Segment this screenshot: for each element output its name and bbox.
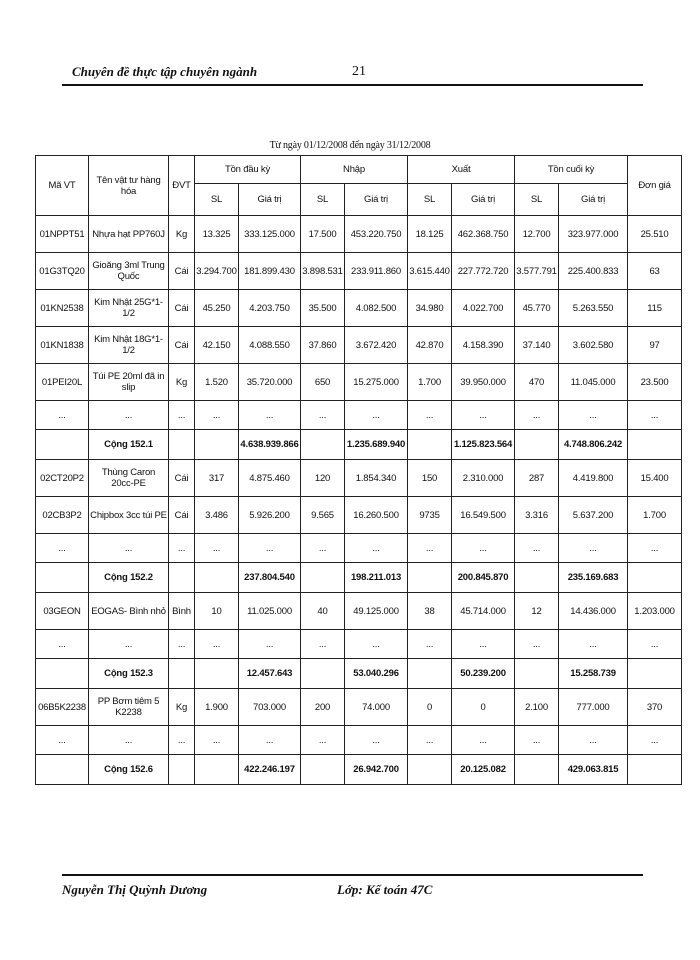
table-cell: 1.203.000 [628, 593, 682, 630]
table-cell: 15.400 [628, 460, 682, 497]
table-cell [36, 659, 89, 689]
table-cell: 370 [628, 689, 682, 726]
table-cell: ... [36, 726, 89, 755]
table-cell: ... [408, 401, 452, 430]
table-cell: ... [628, 726, 682, 755]
table-cell: ... [169, 401, 195, 430]
table-cell: 198.211.013 [345, 563, 408, 593]
table-cell: 650 [301, 364, 345, 401]
table-cell: 1.854.340 [345, 460, 408, 497]
table-cell: 200.845.870 [452, 563, 515, 593]
table-cell: 12 [515, 593, 559, 630]
table-cell: 17.500 [301, 216, 345, 253]
table-cell: ... [408, 630, 452, 659]
col-header-ma-vt: Mã VT [36, 156, 89, 216]
table-cell: Cái [169, 460, 195, 497]
table-cell: ... [195, 534, 239, 563]
table-cell: Cái [169, 327, 195, 364]
table-cell: 3.602.580 [559, 327, 628, 364]
table-cell: 01G3TQ20 [36, 253, 89, 290]
table-cell: 4.082.500 [345, 290, 408, 327]
table-cell: 3.486 [195, 497, 239, 534]
table-cell: 14.436.000 [559, 593, 628, 630]
col-header-dvt: ĐVT [169, 156, 195, 216]
table-cell: 333.125.000 [239, 216, 301, 253]
table-cell: 0 [452, 689, 515, 726]
table-cell: 227.772.720 [452, 253, 515, 290]
table-cell: 1.700 [628, 497, 682, 534]
table-cell: Cộng 152.6 [89, 755, 169, 785]
table-cell: 50.239.200 [452, 659, 515, 689]
table-cell: ... [89, 401, 169, 430]
table-cell: ... [169, 534, 195, 563]
table-cell: 200 [301, 689, 345, 726]
table-cell [408, 430, 452, 460]
table-cell [628, 430, 682, 460]
table-cell: 235.169.683 [559, 563, 628, 593]
table-cell: 4.638.939.866 [239, 430, 301, 460]
subheader-gia-tri: Giá trị [559, 184, 628, 216]
table-row [36, 216, 682, 253]
table-cell: 115 [628, 290, 682, 327]
table-cell: Thùng Caron 20cc-PE [89, 460, 169, 497]
table-cell: ... [628, 534, 682, 563]
table-cell: 11.045.000 [559, 364, 628, 401]
table-cell: ... [345, 401, 408, 430]
table-row [36, 497, 682, 534]
table-cell: Cộng 152.3 [89, 659, 169, 689]
table-cell: 2.310.000 [452, 460, 515, 497]
table-cell: 40 [301, 593, 345, 630]
header-divider [62, 84, 643, 86]
table-cell: 9735 [408, 497, 452, 534]
table-cell: Kg [169, 689, 195, 726]
table-cell [195, 563, 239, 593]
table-cell: 49.125.000 [345, 593, 408, 630]
table-cell: ... [345, 534, 408, 563]
table-row [36, 689, 682, 726]
table-cell: ... [89, 534, 169, 563]
table-cell: 13.325 [195, 216, 239, 253]
subheader-gia-tri: Giá trị [345, 184, 408, 216]
table-cell: ... [195, 726, 239, 755]
table-cell: EOGAS- Bình nhỏ [89, 593, 169, 630]
subtotal-row [36, 659, 682, 689]
table-cell: Gioăng 3ml Trung Quốc [89, 253, 169, 290]
table-cell: ... [169, 726, 195, 755]
table-cell: 777.000 [559, 689, 628, 726]
document-title: Chuyên đề thực tập chuyên ngành [72, 64, 258, 79]
table-cell: Cái [169, 497, 195, 534]
table-cell: 74.000 [345, 689, 408, 726]
table-cell: ... [301, 534, 345, 563]
table-cell: ... [36, 534, 89, 563]
table-cell [169, 430, 195, 460]
table-cell: 10 [195, 593, 239, 630]
table-cell: 323.977.000 [559, 216, 628, 253]
table-cell: 35.720.000 [239, 364, 301, 401]
table-cell: Cái [169, 253, 195, 290]
table-cell: 5.926.200 [239, 497, 301, 534]
table-cell: ... [628, 630, 682, 659]
table-cell [301, 659, 345, 689]
table-cell: 4.022.700 [452, 290, 515, 327]
ellipsis-row [36, 534, 682, 563]
table-cell: 470 [515, 364, 559, 401]
table-cell: 01NPPT51 [36, 216, 89, 253]
footer-divider [62, 874, 643, 876]
table-cell: ... [239, 401, 301, 430]
table-cell: 453.220.750 [345, 216, 408, 253]
table-row [36, 290, 682, 327]
author-name: Nguyễn Thị Quỳnh Dương [62, 882, 208, 897]
table-cell: 4.158.390 [452, 327, 515, 364]
table-cell [36, 755, 89, 785]
table-cell: ... [559, 534, 628, 563]
table-cell: 53.040.296 [345, 659, 408, 689]
table-cell: ... [515, 630, 559, 659]
table-cell [515, 563, 559, 593]
table-cell: 12.700 [515, 216, 559, 253]
table-row [36, 327, 682, 364]
table-cell: Kim Nhật 18G*1-1/2 [89, 327, 169, 364]
table-cell: 1.900 [195, 689, 239, 726]
table-cell: ... [559, 630, 628, 659]
table-cell [169, 659, 195, 689]
table-cell: ... [515, 401, 559, 430]
date-range: Từ ngày 01/12/2008 đến ngày 31/12/2008 [269, 140, 431, 151]
table-cell: 422.246.197 [239, 755, 301, 785]
table-cell: 3.316 [515, 497, 559, 534]
table-cell: ... [239, 630, 301, 659]
table-cell [301, 430, 345, 460]
table-cell: 3.898.531 [301, 253, 345, 290]
table-cell: 20.125.082 [452, 755, 515, 785]
table-cell [195, 755, 239, 785]
table-cell: 3.615.440 [408, 253, 452, 290]
table-cell: 5.637.200 [559, 497, 628, 534]
table-cell: ... [345, 726, 408, 755]
table-cell: 42.150 [195, 327, 239, 364]
table-cell: Túi PE 20ml đã in slip [89, 364, 169, 401]
table-cell: ... [89, 726, 169, 755]
table-cell: ... [628, 401, 682, 430]
page-header [62, 62, 643, 86]
table-cell: ... [195, 630, 239, 659]
table-cell [408, 755, 452, 785]
table-cell [515, 430, 559, 460]
subheader-sl: SL [301, 184, 345, 216]
table-cell: Chipbox 3cc túi PE [89, 497, 169, 534]
table-cell: ... [559, 726, 628, 755]
table-body [36, 216, 682, 785]
table-cell: Kg [169, 364, 195, 401]
table-cell: 1.700 [408, 364, 452, 401]
table-cell: 0 [408, 689, 452, 726]
table-cell: 703.000 [239, 689, 301, 726]
table-cell: Kim Nhật 25G*1-1/2 [89, 290, 169, 327]
table-cell: 1.235.689.940 [345, 430, 408, 460]
table-cell: 4.088.550 [239, 327, 301, 364]
table-cell [195, 430, 239, 460]
table-cell: 4.875.460 [239, 460, 301, 497]
table-cell: 16.260.500 [345, 497, 408, 534]
table-cell: 63 [628, 253, 682, 290]
table-cell: 38 [408, 593, 452, 630]
col-header-ten: Tên vật tư hàng hóa [89, 156, 169, 216]
table-cell: 15.275.000 [345, 364, 408, 401]
table-cell: 3.672.420 [345, 327, 408, 364]
page-footer [62, 882, 643, 906]
table-cell: 39.950.000 [452, 364, 515, 401]
table-cell: Cộng 152.1 [89, 430, 169, 460]
table-row [36, 460, 682, 497]
table-cell: 45.250 [195, 290, 239, 327]
table-cell: 225.400.833 [559, 253, 628, 290]
subheader-sl: SL [195, 184, 239, 216]
table-cell [36, 430, 89, 460]
subheader-gia-tri: Giá trị [239, 184, 301, 216]
table-cell: ... [89, 630, 169, 659]
table-cell: 9.565 [301, 497, 345, 534]
table-cell: 287 [515, 460, 559, 497]
table-cell: 45.770 [515, 290, 559, 327]
table-cell [36, 563, 89, 593]
table-cell: 35.500 [301, 290, 345, 327]
table-cell: ... [301, 630, 345, 659]
ellipsis-row [36, 401, 682, 430]
table-cell: ... [452, 534, 515, 563]
table-cell: 181.899.430 [239, 253, 301, 290]
table-cell: Cộng 152.2 [89, 563, 169, 593]
table-cell: 16.549.500 [452, 497, 515, 534]
table-cell: 45.714.000 [452, 593, 515, 630]
table-cell: 23.500 [628, 364, 682, 401]
subheader-sl: SL [408, 184, 452, 216]
table-cell: ... [301, 726, 345, 755]
table-cell: 06B5K2238 [36, 689, 89, 726]
table-cell: 37.140 [515, 327, 559, 364]
table-cell [515, 659, 559, 689]
table-cell: 97 [628, 327, 682, 364]
table-cell: ... [408, 726, 452, 755]
table-cell: 37.860 [301, 327, 345, 364]
table-cell: Bình [169, 593, 195, 630]
col-header-xuat: Xuất [408, 156, 515, 184]
table-cell: 3.577.791 [515, 253, 559, 290]
table-cell [301, 563, 345, 593]
table-cell: 237.804.540 [239, 563, 301, 593]
table-cell: ... [408, 534, 452, 563]
table-cell: ... [36, 401, 89, 430]
table-cell: 18.125 [408, 216, 452, 253]
table-cell: 12.457.643 [239, 659, 301, 689]
class-label: Lớp: Kế toán 47C [337, 882, 433, 897]
subheader-gia-tri: Giá trị [452, 184, 515, 216]
table-cell [408, 659, 452, 689]
table-cell: 26.942.700 [345, 755, 408, 785]
table-cell: PP Bơm tiêm 5 K2238 [89, 689, 169, 726]
table-cell: 1.520 [195, 364, 239, 401]
table-cell [515, 755, 559, 785]
table-cell: 462.368.750 [452, 216, 515, 253]
table-cell: 42.870 [408, 327, 452, 364]
table-cell: ... [452, 726, 515, 755]
table-cell: ... [36, 630, 89, 659]
col-header-ton-dau-ky: Tồn đầu kỳ [195, 156, 301, 184]
table-cell: 233.911.860 [345, 253, 408, 290]
table-cell: ... [515, 726, 559, 755]
col-header-don-gia: Đơn giá [628, 156, 682, 216]
table-cell [628, 563, 682, 593]
table-cell: 01KN2538 [36, 290, 89, 327]
table-cell: 02CB3P2 [36, 497, 89, 534]
table-cell [628, 659, 682, 689]
ellipsis-row [36, 630, 682, 659]
col-header-nhap: Nhập [301, 156, 408, 184]
table-row [36, 364, 682, 401]
table-cell [301, 755, 345, 785]
table-cell: 150 [408, 460, 452, 497]
table-cell: ... [195, 401, 239, 430]
table-cell [408, 563, 452, 593]
ellipsis-row [36, 726, 682, 755]
table-cell: 4.748.806.242 [559, 430, 628, 460]
table-cell [169, 755, 195, 785]
table-cell: 01PEI20L [36, 364, 89, 401]
table-cell: 02CT20P2 [36, 460, 89, 497]
table-cell: 25.510 [628, 216, 682, 253]
table-cell: ... [559, 401, 628, 430]
table-cell: 15.258.739 [559, 659, 628, 689]
table-cell: 120 [301, 460, 345, 497]
table-cell: ... [515, 534, 559, 563]
table-cell: 1.125.823.564 [452, 430, 515, 460]
table-cell: ... [345, 630, 408, 659]
table-cell: ... [452, 401, 515, 430]
subtotal-row [36, 755, 682, 785]
table-row [36, 593, 682, 630]
subtotal-row [36, 430, 682, 460]
table-row [36, 253, 682, 290]
table-cell: 34.980 [408, 290, 452, 327]
table-cell: 5.263.550 [559, 290, 628, 327]
table-cell [195, 659, 239, 689]
inventory-table [35, 155, 682, 785]
table-cell: ... [301, 401, 345, 430]
page-number: 21 [352, 64, 366, 79]
table-cell: Kg [169, 216, 195, 253]
table-cell: Nhựa hạt PP760J [89, 216, 169, 253]
table-cell: 429.063.815 [559, 755, 628, 785]
subtotal-row [36, 563, 682, 593]
table-cell: 4.419.800 [559, 460, 628, 497]
table-cell [628, 755, 682, 785]
table-cell [169, 563, 195, 593]
table-cell: 3.294.700 [195, 253, 239, 290]
table-cell: ... [239, 534, 301, 563]
table-cell: ... [452, 630, 515, 659]
table-cell: ... [239, 726, 301, 755]
table-cell: 4.203.750 [239, 290, 301, 327]
table-cell: 2.100 [515, 689, 559, 726]
table-cell: ... [169, 630, 195, 659]
subheader-sl: SL [515, 184, 559, 216]
col-header-ton-cuoi-ky: Tồn cuối kỳ [515, 156, 628, 184]
table-cell: 317 [195, 460, 239, 497]
table-cell: 03GEON [36, 593, 89, 630]
table-cell: 11.025.000 [239, 593, 301, 630]
table-cell: 01KN1838 [36, 327, 89, 364]
table-cell: Cái [169, 290, 195, 327]
